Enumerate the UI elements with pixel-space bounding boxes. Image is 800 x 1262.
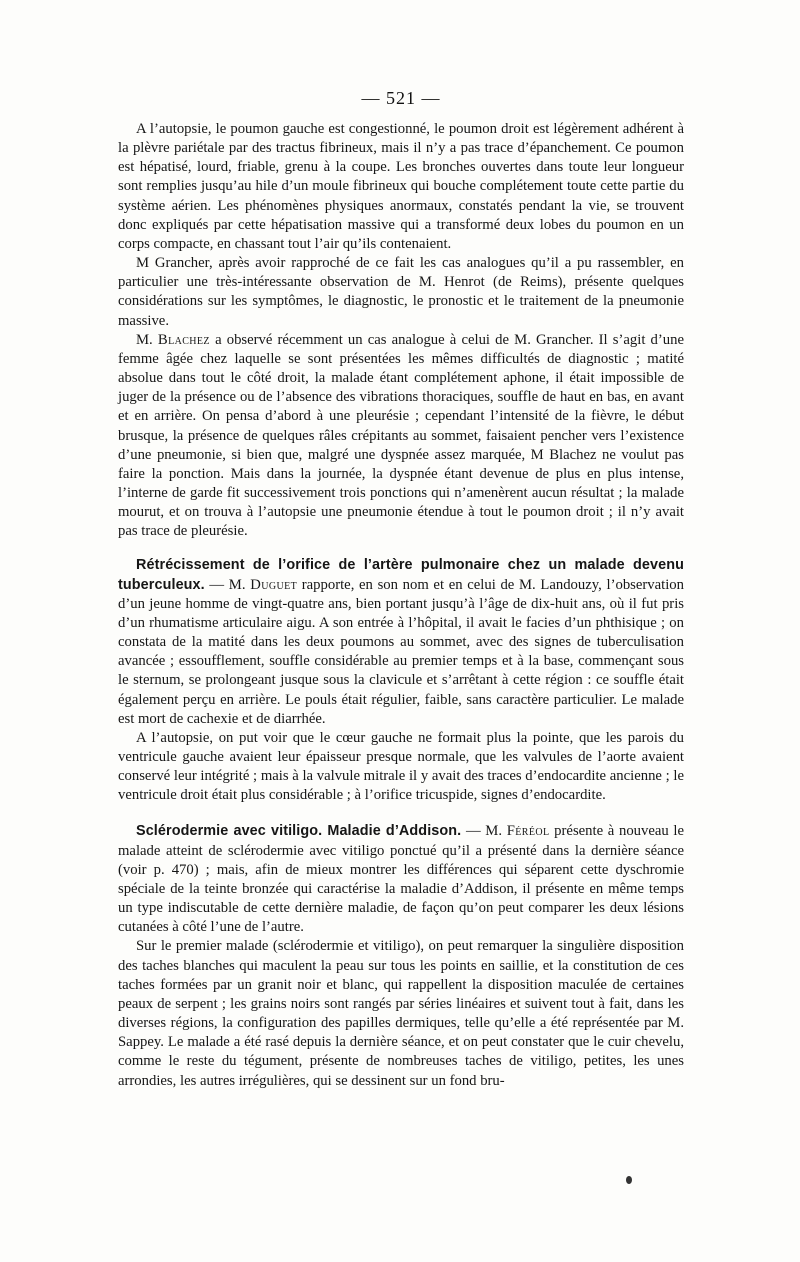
ink-speck <box>626 1176 632 1184</box>
page-number: — 521 — <box>361 88 441 108</box>
text-body <box>118 120 684 1091</box>
paragraph-grancher: M Grancher, après avoir rapproché de ce fait les cas analogues qu’il a pu rassembler, en particulier une très-intéressante observation de M. Henrot (de Reims), présente quelques considérations sur les symptômes, le diagnostic, le pronostic et le traitement de la pneumonie massive. <box>118 255 684 329</box>
author-name: Féréol <box>506 823 550 840</box>
paragraph-autopsy-heart: A l’autopsie, on put voir que le cœur gauche ne formait plus la pointe, que les parois du ventricule gauche avaient leur épaisseur presque normale, que les valvules de l’aorte avaient conservé leur intégrité ; mais à la valvule mitrale il y avait des traces d’endocardite ancienne ; le ventricule droit était plus considérable ; à l’orifice tricuspide, signes d’endocardite. <box>118 729 684 804</box>
section-title: Rétrécissement de l’orifice de l’artère pulmonaire chez un malade devenu tuberculeux. <box>118 557 684 593</box>
paragraph-text: a observé récemment un cas analogue à celui de M. Grancher. Il s’agit d’une femme âgée chez laquelle se sont présentées les mêmes difficultés de diagnostic ; matité absolue dans tout le côté droit, la malade étant complétement aphone, il était impossible de juger de la présence ou de l’absence des vibrations thoraciques, souffle de haut en bas, en avant et en arrière. On pensa d’abord à une pleurésie ; cependant l’intensité de la fièvre, le début brusque, la présence de quelques râles crépitants au sommet, faisaient pencher vers l’existence d’une pneumonie, si bien que, malgré une dyspnée assez marquée, M Blachez ne voulut pas faire la ponction. Mais dans la journée, la dyspnée étant devenue de plus en plus intense, l’interne de garde fit successivement trois ponctions qui n’amenèrent aucun résultat ; la malade mourut, et on trouva à l’autopsie une pneumonie étendue à tout le poumon droit ; il n’y avait pas trace de pleurésie. <box>118 331 684 540</box>
paragraph-vitiligo: Sur le premier malade (sclérodermie et vitiligo), on peut remarquer la singulière disposition des taches blanches qui maculent la peau sur tous les points en saillie, et la constitution de ces taches formées par un granit noir et blanc, qui rappellent la disposition maculée de certaines peaux de serpent ; les grains noirs sont rangés par séries linéaires et suivent tout à fait, dans les diverses régions, la configuration des papilles dermiques, telle qu’elle a été représentée par M. Sappey. Le malade a été rasé depuis la dernière séance, et on peut constater que le cuir chevelu, comme le reste du tégument, présente de nombreuses taches de vitiligo, petites, les unes arrondies, les autres irrégulières, qui se dessinent sur un fond bru- <box>118 938 684 1089</box>
paragraph-lead: — M. <box>461 823 507 840</box>
paragraph-lead: M. <box>136 331 158 348</box>
paragraph-text: rapporte, en son nom et en celui de M. Landouzy, l’observation d’un jeune homme de vingt-quatre ans, bien portant jusqu’à l’âge de dix-huit ans, où il fut pris d’un rhumatisme articulaire aigu. A son entrée à l’hôpital, il avait le facies d’un phthisique ; on constata de la matité dans les deux poumons au sommet, avec des signes de tuberculisation avancée ; essoufflement, souffle considérable au premier temps et à la base, commençant sous le sternum, se prolongeant jusque sous la clavicule et s’arrêtant à cette région : ce souffle était également perçu en arrière. Le pouls était régulier, faible, sans caractère particulier. Le malade est mort de cachexie et de diarrhée. <box>118 576 684 727</box>
paragraph-blachez <box>118 331 684 542</box>
author-name: Duguet <box>250 576 298 593</box>
paragraph-text: présente à nouveau le malade atteint de sclérodermie avec vitiligo ponctué qu’il a présenté dans la dernière séance (voir p. 470) ; mais, afin de mieux montrer les différences qui séparent cette dyschromie spéciale de la teinte bronzée qui caractérise la maladie d’Addison, il présente en même temps un type indiscutable de cette dernière maladie, de façon qu’on peut comparer les deux lésions cutanées à côté l’une de l’autre. <box>118 823 684 936</box>
paragraph-autopsy: A l’autopsie, le poumon gauche est congestionné, le poumon droit est légèrement adhérent à la plèvre pariétale par des tractus fibrineux, mais il n’y a pas trace d’épanchement. Ce poumon est hépatisé, lourd, friable, grenu à la coupe. Les bronches ouvertes dans toute leur longueur sont remplies jusqu’au hile d’un moule fibrineux qui bouche complétement toute cette partie du système aérien. Les phénomènes physiques anormaux, constatés pendant la vie, se trouvent donc expliqués par cette hépatisation massive qui a transformé deux lobes du poumon en un corps compacte, en chassant tout l’air qu’ils contenaient. <box>118 121 684 252</box>
section-title: Sclérodermie avec vitiligo. Maladie d’Addison. <box>136 823 462 840</box>
author-name: Blachez <box>157 331 210 348</box>
paragraph-lead: — M. <box>204 576 251 593</box>
paragraph-sclerodermie <box>118 822 684 937</box>
paragraph-pulmonary-stenosis <box>118 556 684 728</box>
